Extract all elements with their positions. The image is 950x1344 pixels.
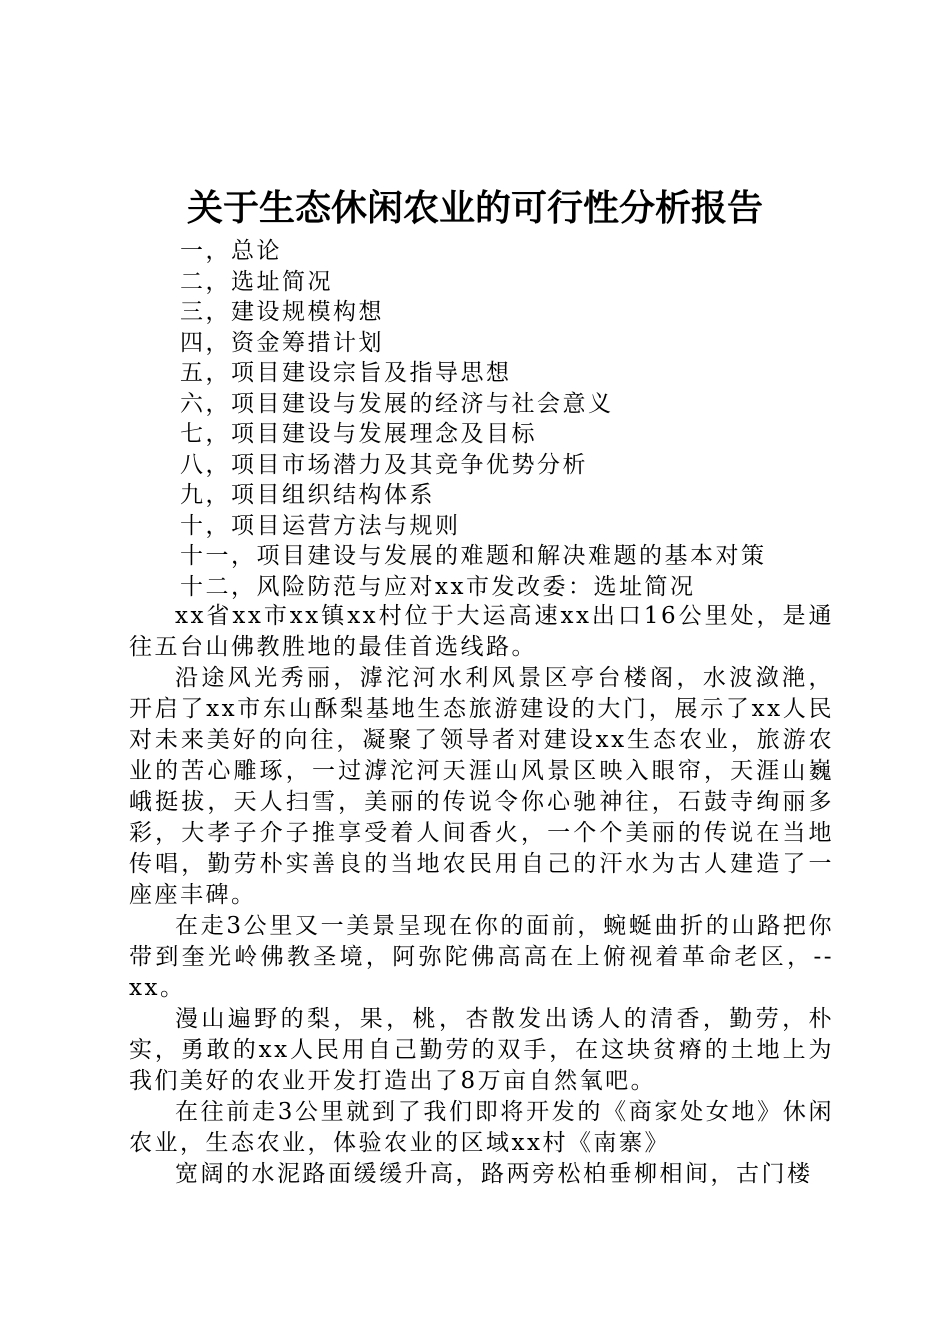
toc-item: 六，项目建设与发展的经济与社会意义	[180, 390, 614, 417]
toc-item: 七，项目建设与发展理念及目标	[180, 421, 537, 447]
toc-item: 四，资金筹措计划	[180, 329, 384, 356]
toc-item: 十，项目运营方法与规则	[180, 512, 461, 539]
body-paragraph: 漫山遍野的梨，果，桃，杏散发出诱人的清香，勤劳，朴实，勇敢的xx人民用自己勤劳的双手，在这块贫瘠的土地上为我们美好的农业开发打造出了8万亩自然氧吧。	[129, 1006, 834, 1094]
toc-item: 三，建设规模构想	[180, 299, 384, 325]
table-of-contents	[180, 236, 840, 602]
toc-item: 一，总论	[180, 238, 282, 264]
body-paragraph: xx省xx市xx镇xx村位于大运高速xx出口16公里处，是通往五台山佛教胜地的最佳首选线路。	[129, 603, 834, 660]
body-paragraph: 沿途风光秀丽，滹沱河水利风景区亭台楼阁，水波潋滟，开启了xx市东山酥梨基地生态旅游建设的大门，展示了xx人民对未来美好的向往，凝聚了领导者对建设xx生态农业，旅游农业的苦心雕琢，一过滹沱河天涯山风景区映入眼帘，天涯山巍峨挺拔，天人扫雪，美丽的传说令你心驰神往，石鼓寺绚丽多彩，大孝子介子推享受着人间香火，一个个美丽的传说在当地传唱，勤劳朴实善良的当地农民用自己的汗水为古人建造了一座座丰碑。	[129, 665, 834, 908]
toc-item: 八，项目市场潜力及其竞争优势分析	[180, 451, 588, 478]
toc-item: 十一，项目建设与发展的难题和解决难题的基本对策	[180, 543, 767, 569]
document-body	[129, 601, 834, 1190]
body-paragraph: 宽阔的水泥路面缓缓升高，路两旁松柏垂柳相间，古门楼	[175, 1161, 813, 1187]
body-paragraph: 在往前走3公里就到了我们即将开发的《商家处女地》休闲农业，生态农业，体验农业的区域xx村《南寨》	[129, 1099, 834, 1156]
toc-item: 十二，风险防范与应对xx市发改委：选址简况	[180, 573, 696, 600]
toc-item: 九，项目组织结构体系	[180, 482, 435, 508]
body-paragraph: 在走3公里又一美景呈现在你的面前，蜿蜒曲折的山路把你带到奎光岭佛教圣境，阿弥陀佛高高在上俯视着革命老区，--xx。	[129, 913, 834, 1001]
document-title: 关于生态休闲农业的可行性分析报告	[186, 188, 763, 229]
toc-item: 二，选址简况	[180, 268, 333, 295]
toc-item: 五，项目建设宗旨及指导思想	[180, 360, 512, 386]
